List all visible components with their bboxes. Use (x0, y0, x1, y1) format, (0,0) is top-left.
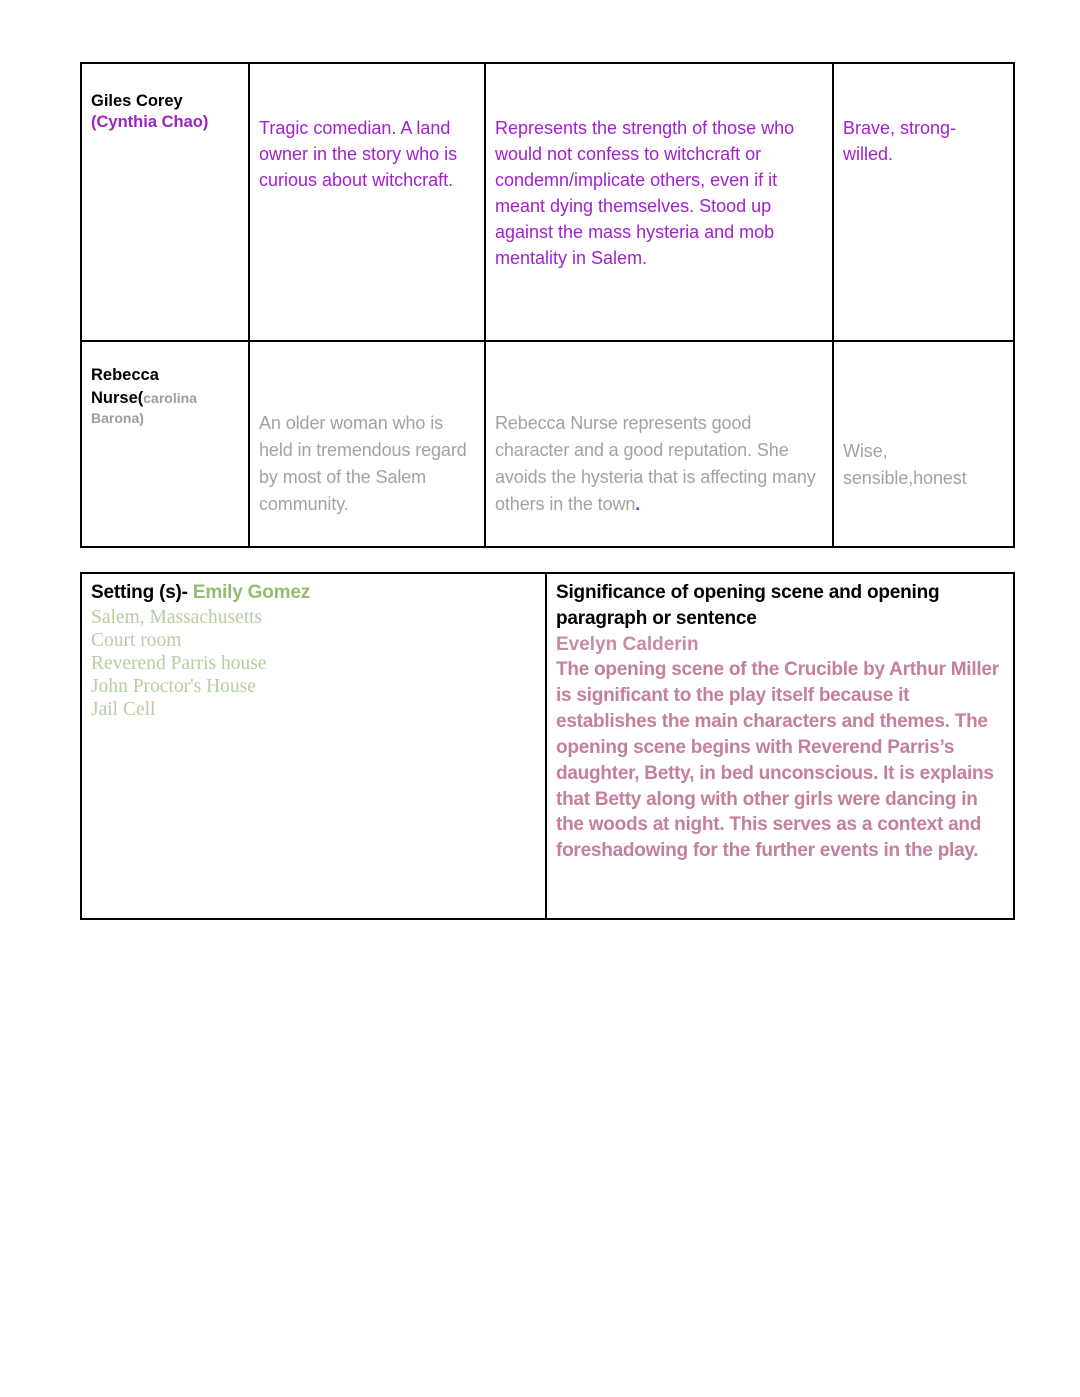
table-row (81, 341, 1014, 547)
list-item: Court room (91, 629, 182, 651)
list-item: Reverend Parris house (91, 652, 267, 674)
list-item: Jail Cell (91, 698, 156, 720)
character-traits-rebecca: Wise, sensible,honest (843, 441, 967, 488)
list-item: John Proctor's House (91, 675, 256, 697)
character-name-giles: Giles Corey (91, 92, 183, 110)
table-row (81, 63, 1014, 341)
character-credit-rebecca: carolina Barona) (91, 389, 197, 426)
significance-header: Significance of opening scene and opening paragraph or sentence (556, 582, 940, 629)
character-represents-rebecca-period: . (635, 494, 641, 514)
character-name-rebecca: Rebecca Nurse( (91, 366, 159, 407)
character-represents-rebecca (495, 410, 824, 518)
list-item: Salem, Massachusetts (91, 606, 263, 628)
character-description-cell-rebecca (249, 341, 485, 547)
setting-list (91, 606, 537, 721)
character-name-cell-rebecca (81, 341, 249, 547)
character-traits-cell-rebecca (833, 341, 1014, 547)
significance-paragraph: The opening scene of the Crucible by Arthur Miller is significant to the play itself because it establishes the main characters and themes. The opening scene begins with Reverend Parris’s daughter, Betty, in bed unconscious. It is explains that Betty along with other girls were dancing in the woods at night. This serves as a context and foreshadowing for the further events in the play. (556, 659, 999, 862)
character-represents-rebecca-text: Rebecca Nurse represents good character and a good reputation. She avoids the hysteria that is affecting many others in the town (495, 413, 816, 514)
character-description-cell-giles (249, 63, 485, 341)
character-traits-giles: Brave, strong-willed. (843, 118, 957, 164)
table-row (81, 573, 1014, 919)
character-represents-giles: Represents the strength of those who would not confess to witchcraft or condemn/implicate others, even if it meant dying themselves. Stood up against the mass hysteria and mob mentality in Salem. (495, 118, 795, 268)
character-represents-cell-rebecca (485, 341, 833, 547)
character-traits-cell-giles (833, 63, 1014, 341)
character-credit-giles: (Cynthia Chao) (91, 112, 209, 131)
character-description-rebecca: An older woman who is held in tremendous regard by most of the Salem community. (259, 413, 467, 514)
setting-header-credit: Emily Gomez (192, 582, 311, 603)
character-description-giles: Tragic comedian. A land owner in the story who is curious about witchcraft. (259, 118, 458, 190)
character-name-cell-giles (81, 63, 249, 341)
setting-header (91, 580, 537, 606)
significance-credit: Evelyn Calderin (556, 633, 699, 655)
setting-header-label: Setting (s)- (91, 582, 188, 603)
setting-cell (81, 573, 546, 919)
character-analysis-table (80, 62, 1015, 548)
character-represents-cell-giles (485, 63, 833, 341)
setting-significance-table (80, 572, 1015, 920)
significance-cell (546, 573, 1014, 919)
